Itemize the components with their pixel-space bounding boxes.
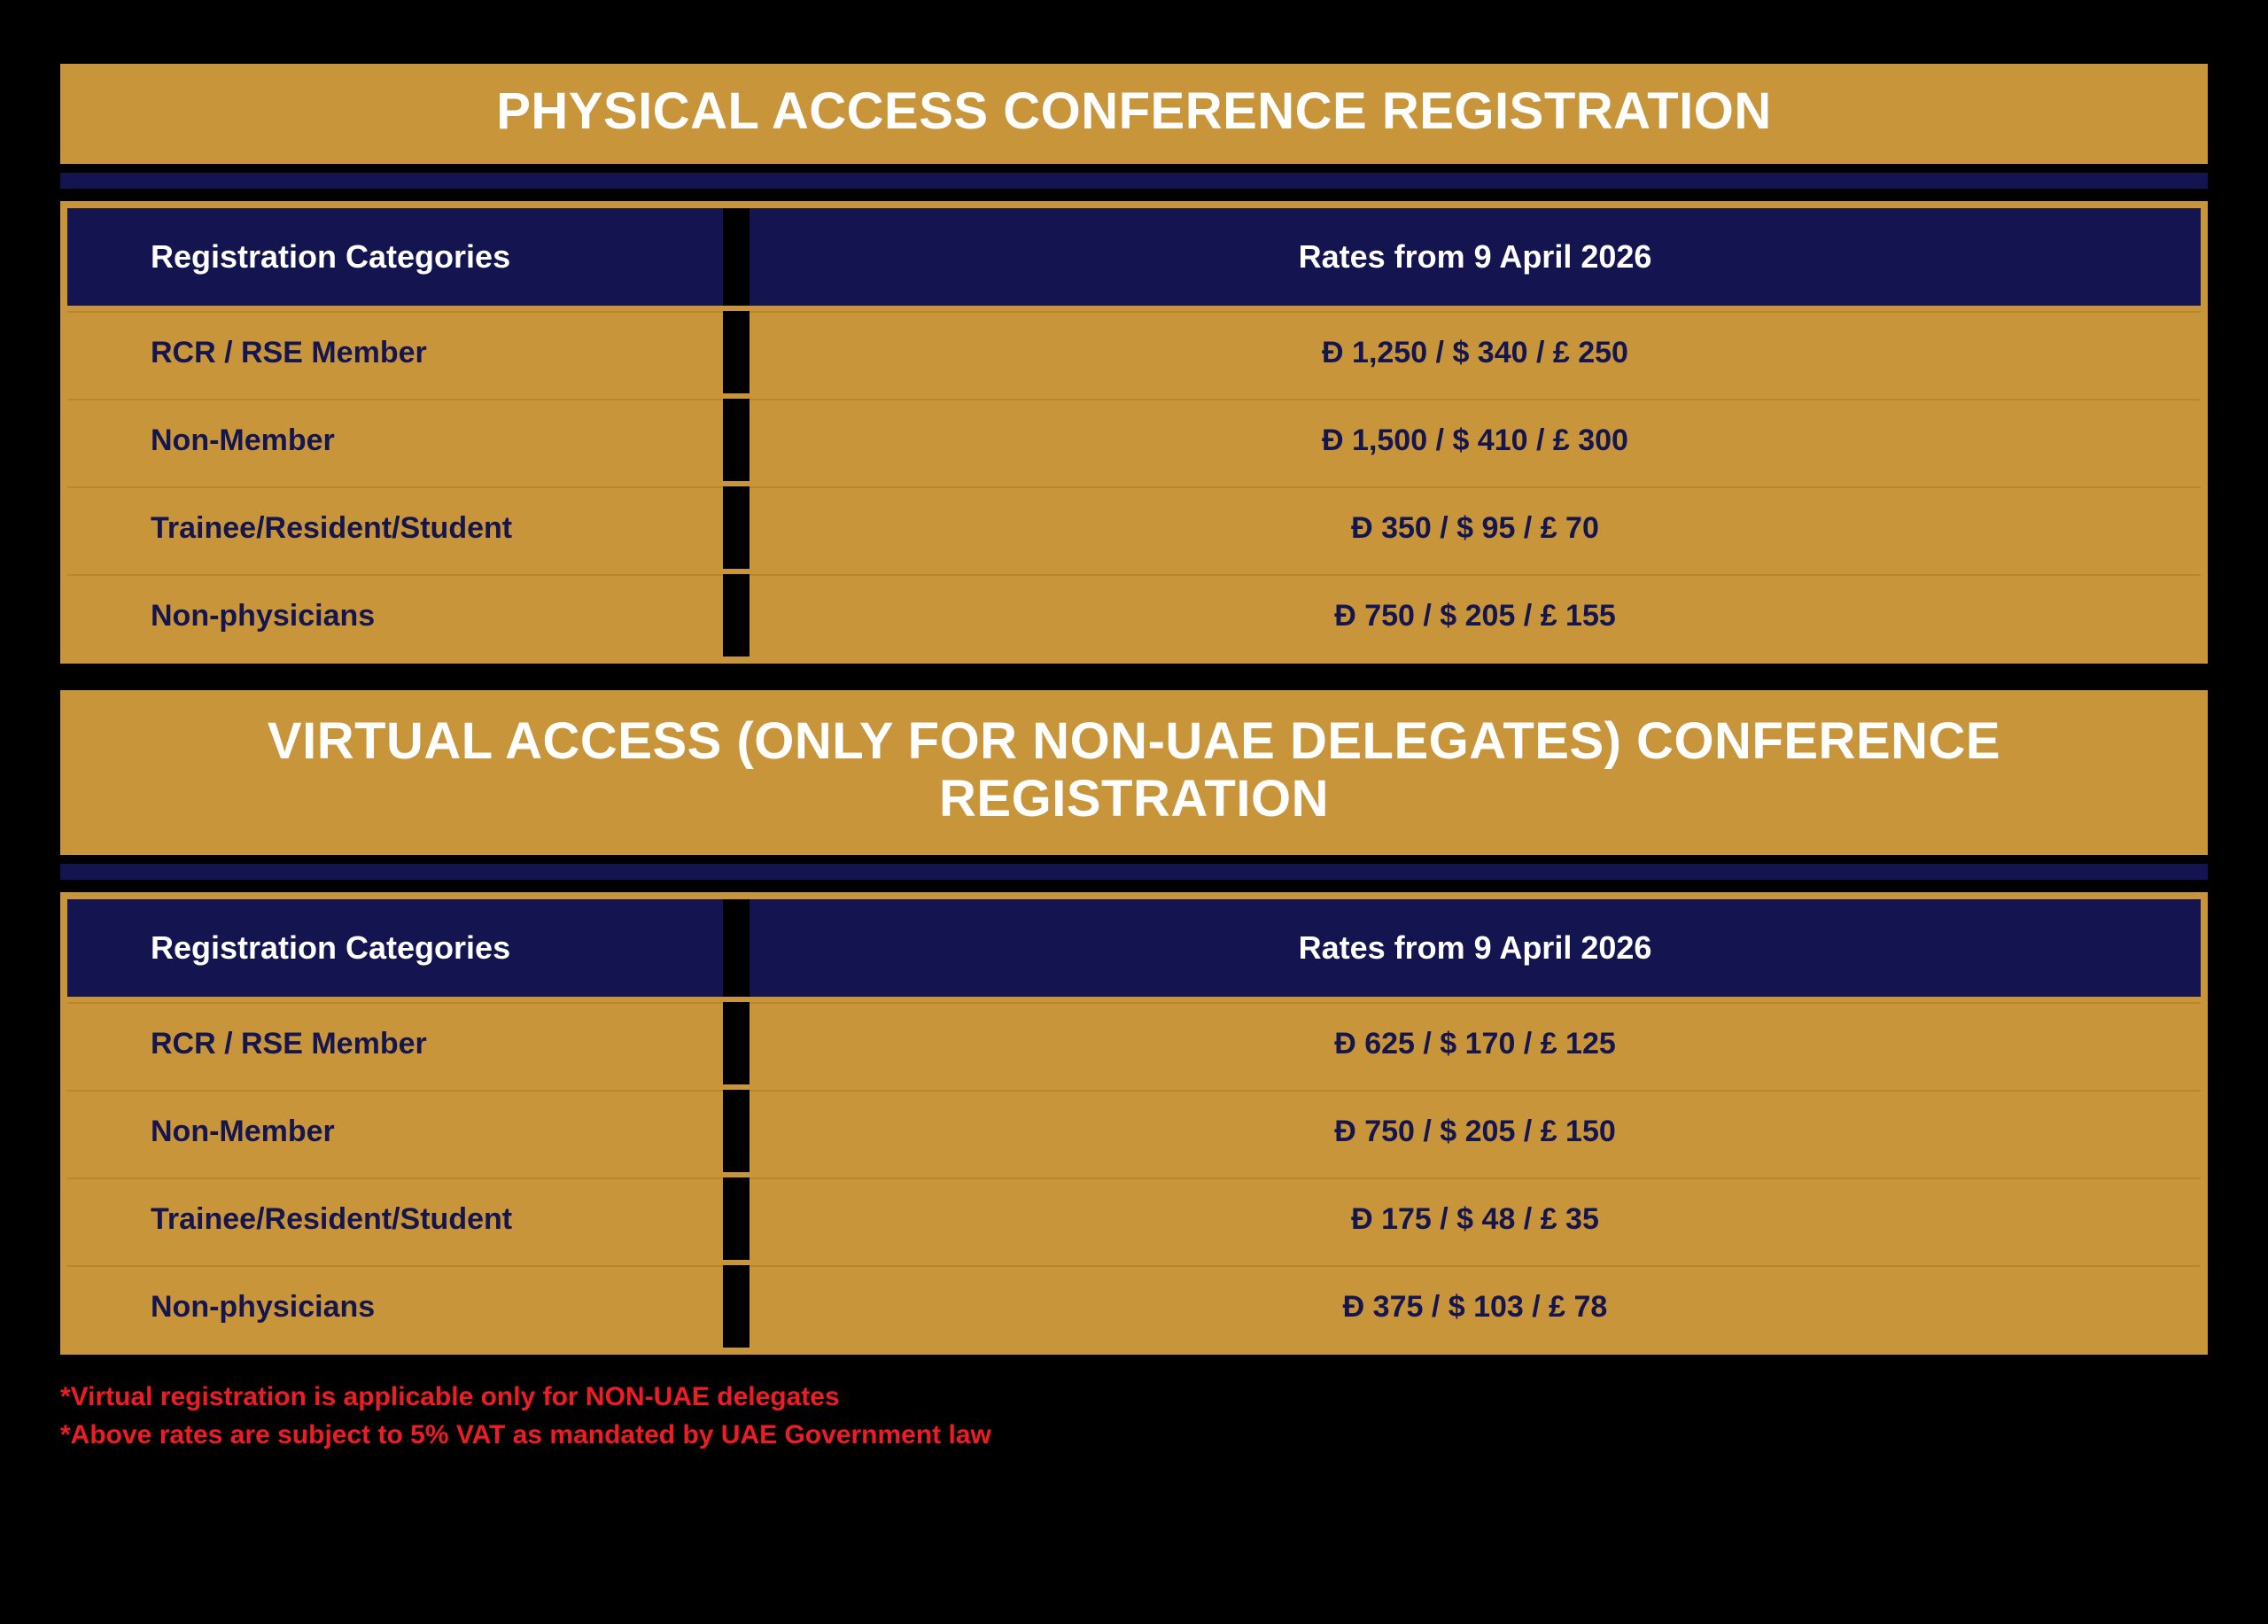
- title-separator: [60, 864, 2208, 880]
- virtual-access-table: [60, 892, 2208, 1355]
- category-label: RCR / RSE Member: [67, 1002, 723, 1084]
- category-label: Trainee/Resident/Student: [67, 1177, 723, 1260]
- table-header-row: [67, 899, 2201, 997]
- table-row: [67, 311, 2201, 393]
- virtual-access-section: [60, 690, 2208, 1355]
- column-header-rates: Rates from 9 April 2026: [750, 208, 2201, 306]
- category-label: Non-Member: [67, 399, 723, 481]
- column-header-categories: Registration Categories: [67, 899, 723, 997]
- category-label: Non-physicians: [67, 1265, 723, 1348]
- physical-access-table: [60, 201, 2208, 664]
- rate-value: Ð 1,500 / $ 410 / £ 300: [750, 399, 2201, 481]
- physical-access-section: [60, 64, 2208, 664]
- category-label: Trainee/Resident/Student: [67, 486, 723, 569]
- footnotes: [60, 1378, 2208, 1455]
- title-separator: [60, 173, 2208, 189]
- table-row: [67, 1177, 2201, 1260]
- category-label: Non-Member: [67, 1090, 723, 1172]
- rate-value: Ð 375 / $ 103 / £ 78: [750, 1265, 2201, 1348]
- rate-value: Ð 750 / $ 205 / £ 155: [750, 574, 2201, 657]
- footnote-virtual-eligibility: *Virtual registration is applicable only for NON-UAE delegates: [60, 1381, 840, 1411]
- table-row: [67, 1002, 2201, 1084]
- footnote-vat: *Above rates are subject to 5% VAT as mandated by UAE Government law: [60, 1420, 991, 1450]
- rate-value: Ð 175 / $ 48 / £ 35: [750, 1177, 2201, 1260]
- table-row: [67, 1265, 2201, 1348]
- category-label: RCR / RSE Member: [67, 311, 723, 393]
- table-row: [67, 486, 2201, 569]
- physical-access-title: PHYSICAL ACCESS CONFERENCE REGISTRATION: [60, 64, 2208, 164]
- table-row: [67, 574, 2201, 657]
- table-row: [67, 1090, 2201, 1172]
- rate-value: Ð 625 / $ 170 / £ 125: [750, 1002, 2201, 1084]
- table-header-row: [67, 208, 2201, 306]
- rate-value: Ð 750 / $ 205 / £ 150: [750, 1090, 2201, 1172]
- table-row: [67, 399, 2201, 481]
- rate-value: Ð 350 / $ 95 / £ 70: [750, 486, 2201, 569]
- column-header-categories: Registration Categories: [67, 208, 723, 306]
- rate-value: Ð 1,250 / $ 340 / £ 250: [750, 311, 2201, 393]
- column-header-rates: Rates from 9 April 2026: [750, 899, 2201, 997]
- category-label: Non-physicians: [67, 574, 723, 657]
- virtual-access-title: VIRTUAL ACCESS (ONLY FOR NON-UAE DELEGATES) CONFERENCE REGISTRATION: [60, 690, 2208, 855]
